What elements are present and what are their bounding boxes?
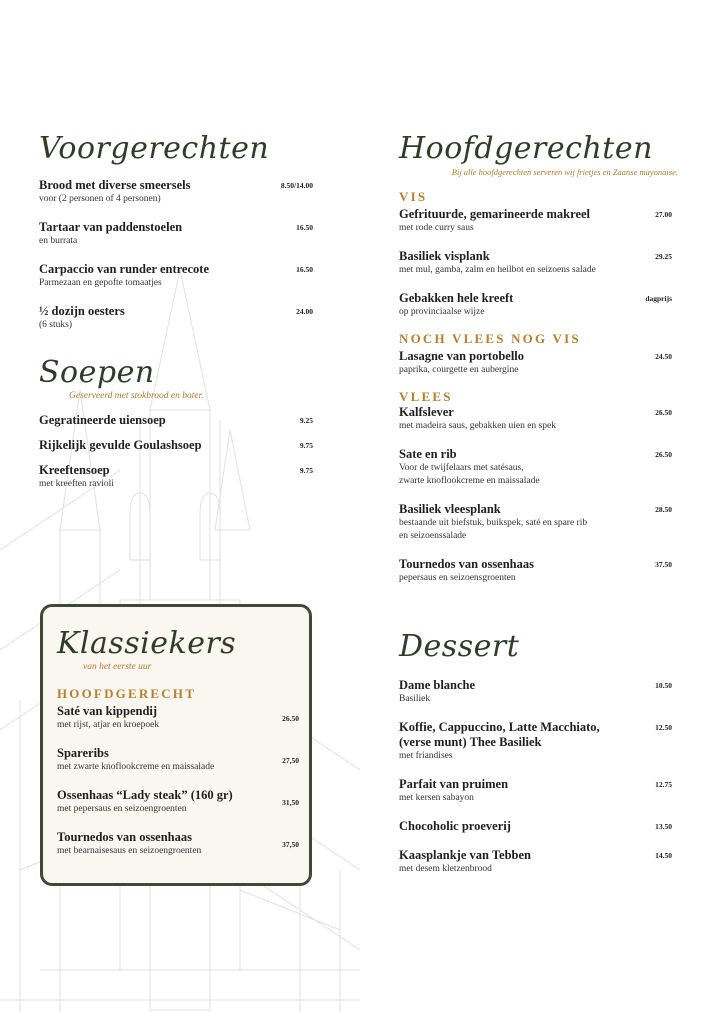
item-desc: met mul, gamba, zalm en heilbot en seizoens salade xyxy=(399,265,596,275)
item-name: Gefrituurde, gemarineerde makreel xyxy=(399,207,591,221)
item-name: ½ dozijn oesters xyxy=(39,304,125,318)
menu-item xyxy=(399,720,672,763)
item-name: Ossenhaas “Lady steak” (160 gr) xyxy=(57,788,233,802)
item-name: Gegratineerde uiensoep xyxy=(39,413,166,427)
menu-item xyxy=(399,207,672,235)
item-price: 14.50 xyxy=(655,851,672,860)
item-price: 28.50 xyxy=(655,505,672,514)
item-desc: op provinciaalse wijze xyxy=(399,307,485,317)
category-label-vlees: VLEES xyxy=(399,389,453,404)
item-name: Tartaar van paddenstoelen xyxy=(39,220,183,234)
menu-item xyxy=(399,678,672,706)
menu-item xyxy=(57,830,299,858)
item-price: 13.50 xyxy=(655,822,672,831)
item-name: Tournedos van ossenhaas xyxy=(57,830,193,844)
item-price: 27,50 xyxy=(282,756,299,765)
menu-item xyxy=(399,405,672,433)
item-price: 24.50 xyxy=(655,352,672,361)
menu-item xyxy=(399,819,672,834)
item-desc: Voor de twijfelaars met satésaus, xyxy=(399,463,524,473)
item-name: Lasagne van portobello xyxy=(399,349,525,363)
menu-item xyxy=(57,746,299,774)
klassiekers-title: Klassiekers xyxy=(57,626,237,661)
hoofdgerechten-title: Hoofdgerechten xyxy=(399,131,653,166)
item-desc: met rijst, atjar en kroepoek xyxy=(57,720,160,730)
menu-item xyxy=(399,249,672,277)
item-desc: met kersen sabayon xyxy=(399,793,474,803)
item-price: 37.50 xyxy=(655,560,672,569)
menu-item xyxy=(39,413,313,428)
item-name: Gebakken hele kreeft xyxy=(399,291,514,305)
menu-item xyxy=(39,438,313,453)
menu-item xyxy=(399,291,672,319)
item-desc: Basiliek xyxy=(399,694,431,704)
item-name: Koffie, Cappuccino, Latte Macchiato, xyxy=(399,720,600,734)
item-price: 31,50 xyxy=(282,798,299,807)
menu-item xyxy=(39,463,313,491)
category-label: HOOFDGERECHT xyxy=(57,686,197,701)
item-desc: met pepersaus en seizoengroenten xyxy=(57,804,187,814)
voorgerechten-title: Voorgerechten xyxy=(39,131,270,166)
item-name: Spareribs xyxy=(57,746,109,760)
hoofdgerechten-section xyxy=(399,131,678,599)
item-name: Sate en rib xyxy=(399,447,457,461)
item-price: 16.50 xyxy=(296,223,313,232)
item-desc: met kreeften ravioli xyxy=(39,479,114,489)
voorgerechten-section xyxy=(39,131,313,346)
item-name: Kaasplankje van Tebben xyxy=(399,848,531,862)
menu-item xyxy=(39,304,313,332)
item-desc: pepersaus en seizoensgroenten xyxy=(399,573,516,583)
item-desc: met bearnaisesaus en seizoengroenten xyxy=(57,846,202,856)
menu-item xyxy=(399,349,672,377)
menu-item xyxy=(57,704,299,732)
item-desc: en seizoenssalade xyxy=(399,531,467,541)
item-desc: met rode curry saus xyxy=(399,223,474,233)
item-name: Parfait van pruimen xyxy=(399,777,509,791)
menu-item xyxy=(399,447,672,488)
item-name: Basiliek visplank xyxy=(399,249,490,263)
klassiekers-box xyxy=(40,604,312,886)
item-price: 26.50 xyxy=(655,408,672,417)
item-price: 12.75 xyxy=(655,780,672,789)
item-desc: met zwarte knoflookcreme en maissalade xyxy=(57,762,215,772)
klassiekers-subtitle: van het eerste uur xyxy=(83,662,152,672)
menu-item xyxy=(39,220,313,248)
menu-item xyxy=(399,777,672,805)
dessert-section xyxy=(399,629,672,890)
item-desc: bestaande uit biefstuk, buikspek, saté en spare rib xyxy=(399,518,588,528)
item-price: 8.50/14.00 xyxy=(280,181,313,190)
category-label-noch: NOCH VLEES NOG VIS xyxy=(399,331,581,346)
item-price: 27.00 xyxy=(655,210,672,219)
category-label-vis: VIS xyxy=(399,189,428,204)
item-price: 9.25 xyxy=(299,416,313,425)
item-price: 9.75 xyxy=(299,441,313,450)
item-desc: paprika, courgette en aubergine xyxy=(399,365,519,375)
item-desc: Parmezaan en gepofte tomaatjes xyxy=(39,278,162,288)
menu-item xyxy=(399,848,672,876)
item-name: Kalfslever xyxy=(399,405,454,419)
item-price: 12.50 xyxy=(655,723,672,732)
item-desc: met madeira saus, gebakken uien en spek xyxy=(399,421,556,431)
item-price: 9.75 xyxy=(299,466,313,475)
item-desc: en burrata xyxy=(39,236,78,246)
item-name: Dame blanche xyxy=(399,678,476,692)
item-desc: (6 stuks) xyxy=(39,320,72,330)
item-desc: zwarte knoflookcreme en maissalade xyxy=(399,476,540,486)
item-name: Carpaccio van runder entrecote xyxy=(39,262,209,276)
item-name: Rijkelijk gevulde Goulashsoep xyxy=(39,438,202,452)
item-price: 16.50 xyxy=(296,265,313,274)
item-price: 24.00 xyxy=(296,307,313,316)
soepen-title: Soepen xyxy=(39,355,155,390)
item-price: dagprijs xyxy=(645,294,672,303)
soepen-subtitle: Geserveerd met stokbrood en boter. xyxy=(69,391,204,401)
item-name: Basiliek vleesplank xyxy=(399,502,501,516)
item-desc: met friandises xyxy=(399,751,453,761)
menu-item xyxy=(39,262,313,290)
item-name: Tournedos van ossenhaas xyxy=(399,557,535,571)
item-name: Saté van kippendij xyxy=(57,704,158,718)
item-price: 26.50 xyxy=(282,714,299,723)
item-desc: met desem kletzenbrood xyxy=(399,864,492,874)
menu-item xyxy=(39,178,313,206)
item-price: 10.50 xyxy=(655,681,672,690)
dessert-title: Dessert xyxy=(399,629,520,664)
item-price: 29.25 xyxy=(655,252,672,261)
hoofdgerechten-subtitle: Bij alle hoofdgerechten serveren wij frietjes en Zaanse mayonaise. xyxy=(451,167,678,177)
item-name: Kreeftensoep xyxy=(39,463,110,477)
menu-item xyxy=(399,557,672,585)
item-name: Chocoholic proeverij xyxy=(399,819,511,833)
item-name: Brood met diverse smeersels xyxy=(39,178,191,192)
item-desc: voor (2 personen of 4 personen) xyxy=(39,194,161,204)
item-price: 37,50 xyxy=(282,840,299,849)
soepen-section xyxy=(39,355,313,505)
item-name: (verse munt) Thee Basiliek xyxy=(399,735,542,749)
item-price: 26.50 xyxy=(655,450,672,459)
menu-item xyxy=(399,502,672,543)
menu-item xyxy=(57,788,299,816)
